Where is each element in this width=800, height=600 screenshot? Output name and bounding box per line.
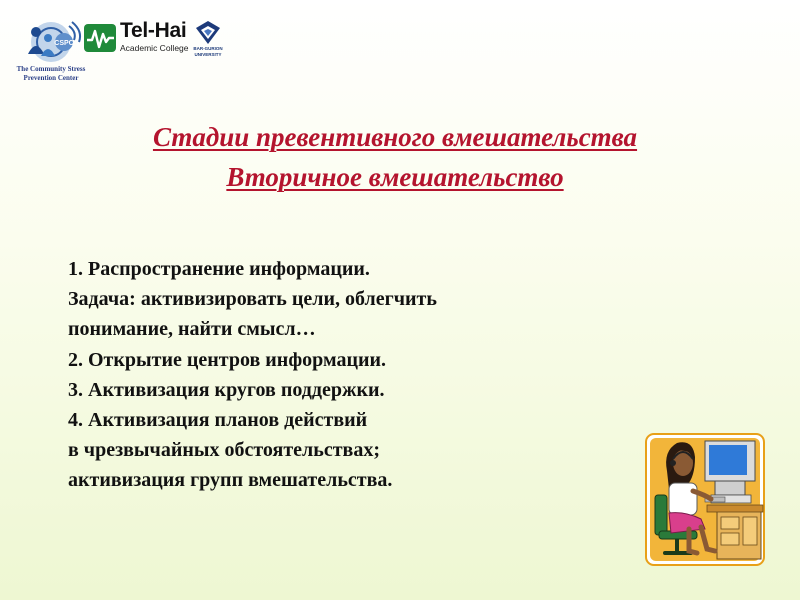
body-line: Задача: активизировать цели, облегчить — [68, 288, 437, 311]
cspc-badge-text: CSPC — [54, 40, 74, 47]
body-line: понимание, найти смысл… — [68, 318, 316, 341]
slide-title: Стадии превентивного вмешательства — [152, 122, 638, 152]
body-line: 1. Распространение информации. — [68, 258, 370, 280]
university-label — [192, 46, 224, 57]
telhai-waveform-icon — [84, 22, 118, 54]
woman-at-computer-icon — [645, 433, 765, 566]
university-logo — [192, 20, 224, 60]
body-line: в чрезвычайных обстоятельствах; — [68, 439, 381, 462]
university-label-line2: UNIVERSITY — [194, 51, 222, 57]
telhai-wordmark: Tel-Hai — [120, 19, 187, 42]
cspc-caption-line2: Prevention Center — [23, 74, 79, 82]
body-line: 3. Активизация кругов поддержки. — [68, 378, 385, 401]
telhai-logo — [84, 19, 190, 58]
cspc-caption — [8, 65, 94, 83]
body-line: активизация групп вмешательства. — [68, 469, 393, 492]
body-line: 4. Активизация планов действий — [68, 409, 368, 432]
university-label-line1: BAR-GURION — [193, 46, 223, 51]
cspc-people-icon — [14, 18, 88, 64]
university-shield-icon — [192, 20, 224, 46]
cspc-caption-line1: The Community Stress — [16, 65, 86, 73]
body-list — [68, 254, 628, 496]
slide-subtitle: Вторичное вмешательство — [226, 162, 564, 192]
body-line: 2. Открытие центров информации. — [68, 348, 387, 371]
telhai-subtitle: Academic College — [120, 43, 189, 53]
